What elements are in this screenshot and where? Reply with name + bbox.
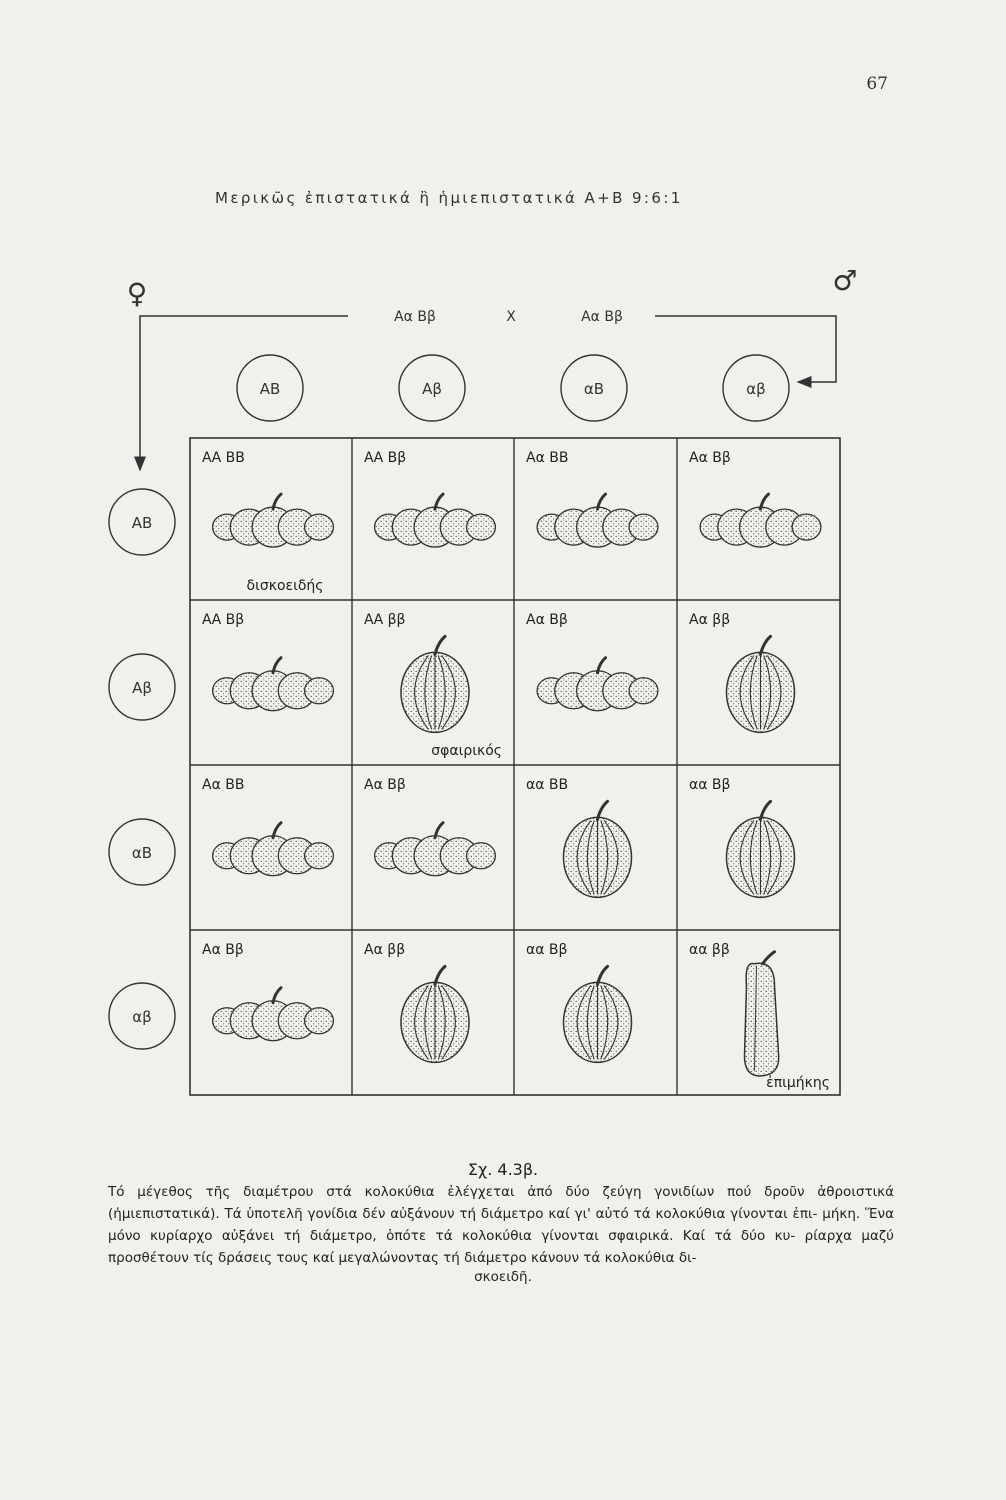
- spherical-squash-icon: [727, 801, 795, 897]
- male-genotype: Αα Ββ: [581, 309, 623, 325]
- cell-genotype: ΑΑ Ββ: [202, 612, 245, 628]
- grid-cell: [526, 942, 632, 1062]
- cell-genotype: αα ββ: [689, 942, 730, 958]
- cell-genotype: Αα Ββ: [202, 942, 244, 958]
- grid-cell: [364, 777, 495, 876]
- top-gamete-label: ΑΒ: [259, 380, 281, 398]
- page-number: 67: [866, 74, 888, 94]
- diagram-heading: Μερικῶς ἐπιστατικά ἢ ἡμιεπιστατικά Α+Β 9:6:1: [215, 189, 683, 207]
- cell-genotype: Αα ΒΒ: [202, 777, 245, 793]
- grid-cell: [364, 450, 495, 547]
- grid-cell: [526, 777, 632, 897]
- spherical-squash-icon: [564, 966, 632, 1062]
- male-gamete-arrow: [655, 316, 836, 382]
- disc-squash-icon: [213, 494, 334, 547]
- disc-squash-icon: [537, 658, 658, 711]
- spherical-squash-icon: [564, 801, 632, 897]
- grid-cell: [689, 942, 830, 1091]
- top-gamete-label: Αβ: [422, 380, 442, 398]
- spherical-squash-icon: [727, 636, 795, 732]
- punnett-grid: [190, 438, 840, 1095]
- cell-genotype: αα Ββ: [526, 942, 568, 958]
- left-gamete-label: αΒ: [131, 844, 153, 862]
- figure-number: Σχ. 4.3β.: [467, 1160, 539, 1179]
- disc-squash-icon: [375, 494, 496, 547]
- figure-caption-end: σκοειδῆ.: [474, 1269, 532, 1285]
- grid-cell: [202, 612, 333, 711]
- male-symbol: ♂: [832, 264, 858, 297]
- left-gamete-label: ΑΒ: [131, 514, 153, 532]
- grid-cell: [202, 450, 333, 594]
- disc-squash-icon: [537, 494, 658, 547]
- elongated-squash-icon: [745, 952, 779, 1076]
- spherical-squash-icon: [401, 966, 469, 1062]
- grid-cell: [202, 777, 333, 876]
- disc-squash-icon: [213, 823, 334, 876]
- top-gamete-label: αβ: [746, 380, 766, 398]
- disc-squash-icon: [375, 823, 496, 876]
- grid-cell: [526, 450, 658, 547]
- disc-squash-icon: [700, 494, 821, 547]
- cell-genotype: ΑΑ ββ: [364, 612, 406, 628]
- cell-genotype: Αα ββ: [364, 942, 406, 958]
- grid-cell: [689, 612, 795, 732]
- cell-genotype: Αα Ββ: [689, 450, 731, 466]
- grid-cell: [364, 612, 502, 759]
- grid-cell: [689, 450, 821, 547]
- disc-squash-icon: [213, 658, 334, 711]
- female-symbol: ♀: [126, 277, 148, 310]
- disc-squash-icon: [213, 988, 334, 1041]
- grid-cell: [526, 612, 658, 711]
- cell-genotype: Αα ββ: [689, 612, 731, 628]
- cell-genotype: Αα Ββ: [364, 777, 406, 793]
- grid-cell: [202, 942, 333, 1041]
- female-genotype: Αα Ββ: [394, 309, 436, 325]
- phenotype-label: ἐπιμήκης: [766, 1075, 830, 1091]
- female-gamete-arrow: [140, 316, 348, 470]
- cell-genotype: αα Ββ: [689, 777, 731, 793]
- cell-genotype: ΑΑ ΒΒ: [202, 450, 245, 466]
- top-gametes: [237, 355, 789, 421]
- cell-genotype: ΑΑ Ββ: [364, 450, 407, 466]
- left-gamete-label: αβ: [132, 1008, 152, 1026]
- cell-genotype: Αα Ββ: [526, 612, 568, 628]
- spherical-squash-icon: [401, 636, 469, 732]
- cross-sign: X: [506, 309, 516, 325]
- figure-caption: Τό μέγεθος τῆς διαμέτρου στά κολοκύθια ἐλέγχεται ἀπό δύο ζεύγη γονιδίων πού δροῦν ἀθροιστικά (ἡμιεπιστατικά). Τά ὑποτελῆ γονίδια δέν αὐξάνουν τή διάμετρο καί γι' αὐτό τά κολοκύθια γίνονται ἐπι- μήκη. Ἕνα μόνο κυρίαρχο αὐξάνει τή διάμετρο, ὁπότε τά κολοκύθια γίνονται σφαιρικά. Καί τά δύο κυ- ρίαρχα μαζύ προσθέτουν τίς δράσεις τους καί μεγαλώνοντας τή διάμετρο κάνουν τά κολοκύθια δι-: [108, 1184, 894, 1266]
- cell-genotype: Αα ΒΒ: [526, 450, 569, 466]
- left-gametes: [109, 489, 175, 1049]
- cell-genotype: αα ΒΒ: [526, 777, 569, 793]
- grid-cell: [364, 942, 469, 1062]
- phenotype-label: δισκοειδής: [246, 578, 324, 594]
- top-gamete-label: αΒ: [583, 380, 605, 398]
- left-gamete-label: Αβ: [132, 679, 152, 697]
- grid-cell: [689, 777, 795, 897]
- phenotype-label: σφαιρικός: [431, 743, 502, 759]
